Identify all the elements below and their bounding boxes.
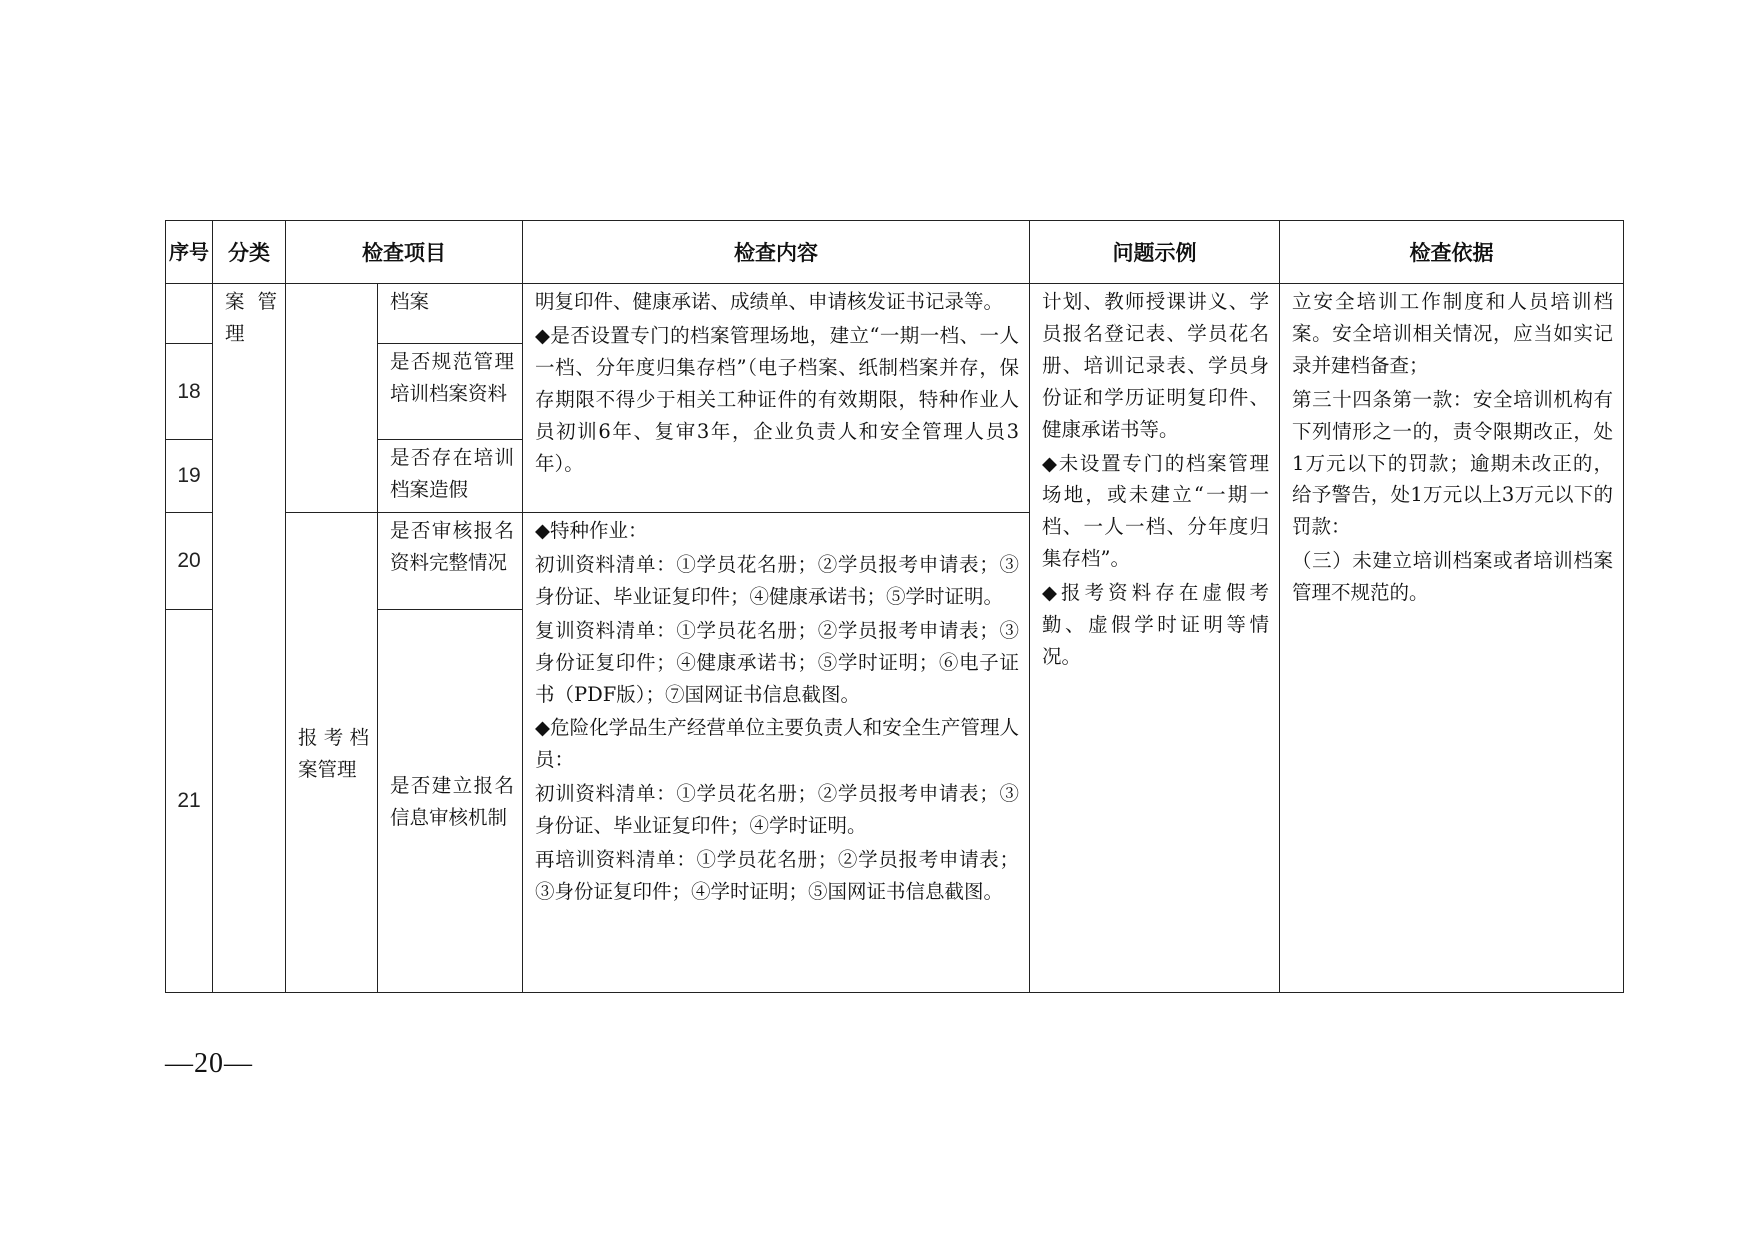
subcategory-cell-1 (286, 284, 378, 513)
table-header-row (166, 221, 1624, 284)
issues-cell (1030, 284, 1280, 993)
basis-paragraph: 立安全培训工作制度和人员培训档案。安全培训相关情况，应当如实记录并建档备查； (1292, 290, 1613, 377)
row-number (166, 284, 213, 344)
item-text: 是否审核报名资料完整情况 (390, 519, 514, 574)
content-paragraph: ◆是否设置专门的档案管理场地，建立“一期一档、一人一档、分年度归集存档”（电子档案、纸制档案并存，保存期限不得少于相关工种证件的有效期限，特种作业人员初训6年、复审3年，企业负责人和安全管理人员3年）。 (535, 323, 1019, 475)
subcategory-text: 报考档案管理 (298, 725, 369, 781)
item-text: 是否存在培训档案造假 (390, 446, 514, 501)
content-paragraph: ◆特种作业： (535, 519, 648, 542)
header-issue-examples: 问题示例 (1030, 221, 1280, 284)
header-category: 分类 (213, 221, 286, 284)
item-cell (378, 610, 523, 993)
item-cell (378, 440, 523, 513)
item-text: 是否建立报名信息审核机制 (390, 774, 514, 829)
item-cell (378, 513, 523, 610)
page-number: —20— (165, 1048, 253, 1079)
category-cell (213, 284, 286, 993)
item-cell (378, 344, 523, 440)
row-number: 20 (166, 513, 213, 610)
content-paragraph: ◆危险化学品生产经营单位主要负责人和安全生产管理人员： (535, 716, 1019, 772)
content-cell-1 (523, 284, 1030, 513)
item-text: 档案 (390, 290, 430, 313)
table-row (166, 284, 1624, 344)
issue-paragraph: ◆未设置专门的档案管理场地，或未建立“一期一档、一人一档、分年度归集存档”。 (1042, 451, 1269, 571)
header-serial-number: 序号 (166, 221, 213, 284)
row-number: 19 (166, 440, 213, 513)
header-inspection-basis: 检查依据 (1280, 221, 1624, 284)
content-paragraph: 再培训资料清单：①学员花名册；②学员报考申请表；③身份证复印件；④学时证明；⑤国网证书信息截图。 (535, 848, 1019, 903)
issue-paragraph: ◆报考资料存在虚假考勤、虚假学时证明等情况。 (1042, 581, 1269, 668)
issue-paragraph: 计划、教师授课讲义、学员报名登记表、学员花名册、培训记录表、学员身份证和学历证明复印件、健康承诺书等。 (1042, 290, 1269, 441)
basis-paragraph: （三）未建立培训档案或者培训档案管理不规范的。 (1292, 549, 1613, 605)
subcategory-cell-2 (286, 513, 378, 993)
inspection-table (165, 220, 1624, 993)
content-paragraph: 复训资料清单：①学员花名册；②学员报考申请表；③身份证复印件；④健康承诺书；⑤学时证明；⑥电子证书（PDF版）；⑦国网证书信息截图。 (535, 618, 1019, 706)
content-paragraph: 初训资料清单：①学员花名册；②学员报考申请表；③身份证、毕业证复印件；④健康承诺书；⑤学时证明。 (535, 552, 1019, 608)
item-cell (378, 284, 523, 344)
content-paragraph: 明复印件、健康承诺、成绩单、申请核发证书记录等。 (535, 290, 1004, 313)
category-text: 案管理 (225, 290, 277, 345)
header-inspection-content: 检查内容 (523, 221, 1030, 284)
content-cell-2 (523, 513, 1030, 993)
basis-paragraph: 第三十四条第一款：安全培训机构有下列情形之一的，责令限期改正，处1万元以下的罚款；逾期未改正的，给予警告，处1万元以上3万元以下的罚款： (1292, 387, 1613, 539)
row-number: 21 (166, 610, 213, 993)
item-text: 是否规范管理培训档案资料 (390, 350, 514, 405)
basis-cell (1280, 284, 1624, 993)
row-number: 18 (166, 344, 213, 440)
header-inspection-item: 检查项目 (286, 221, 523, 284)
content-paragraph: 初训资料清单：①学员花名册；②学员报考申请表；③身份证、毕业证复印件；④学时证明。 (535, 782, 1019, 838)
